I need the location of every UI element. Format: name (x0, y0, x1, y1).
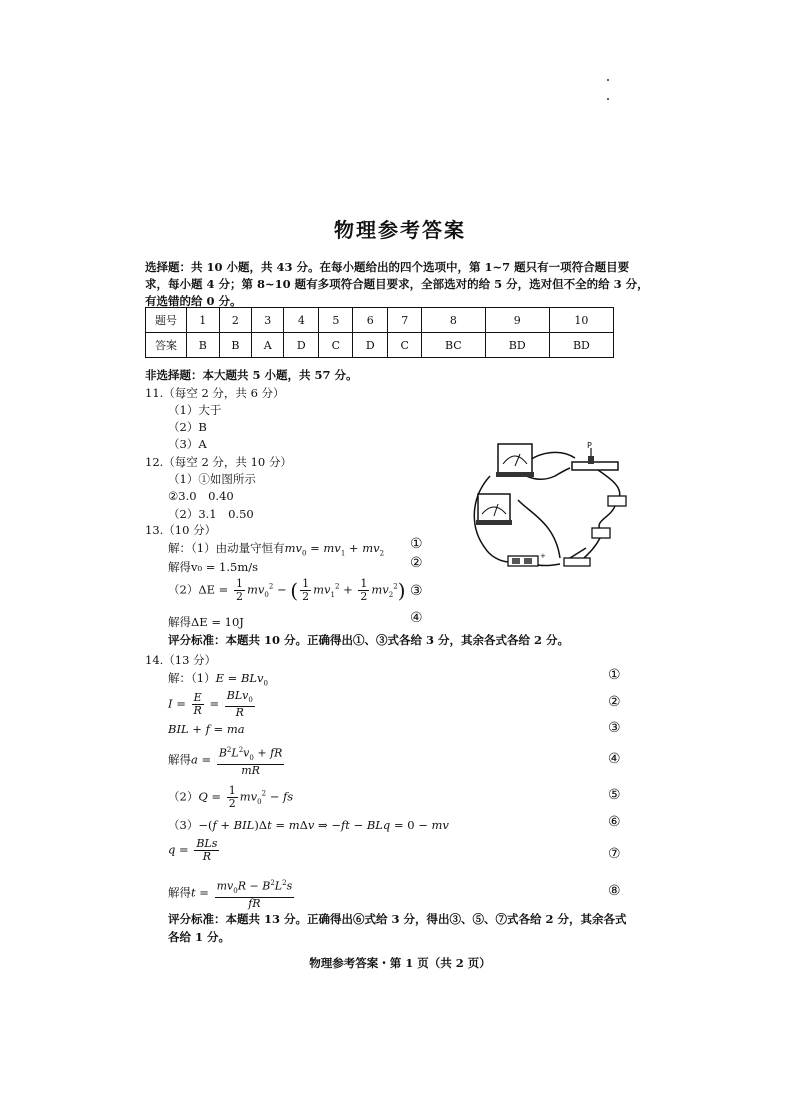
q14-head: 14.（13 分） (145, 653, 217, 667)
q14-mark-4: ④ (608, 751, 621, 767)
answer-table (145, 307, 614, 358)
q12-answer-2: ②3.0 0.40 (168, 489, 234, 503)
q14-mark-1: ① (608, 667, 621, 683)
q14-line-2: I = $\frac{E}{R}$ = $\frac{BLv_0}{R}$ (168, 689, 253, 720)
table-cell-answer: BD (549, 333, 613, 358)
q13-line-3-prefix: （2）ΔE = (168, 582, 229, 597)
intro-line-1: 选择题：共 10 小题，共 43 分。在每小题给出的四个选项中，第 1~7 题只有一项符合题目要 (145, 260, 630, 274)
dot-top (607, 79, 609, 81)
q13-line-4: 解得ΔE = 10J (168, 615, 244, 629)
intro-line-2: 求，每小题 4 分；第 8~10 题有多项符合题目要求，全部选对的给 5 分，选对但不全的给 3 分， (145, 277, 649, 291)
q11-head: 11.（每空 2 分，共 6 分） (145, 386, 285, 400)
q12-answer-1: （1）①如图所示 (168, 472, 256, 486)
q13-line-2: 解得v₀ = 1.5m/s (168, 560, 259, 574)
table-cell-number: 9 (485, 308, 549, 333)
table-cell-number: 3 (252, 308, 284, 333)
q14-line-5: （2）Q = $\frac{1}{2}$ $mv_0^2$ − fs (168, 784, 294, 810)
svg-text:+: + (540, 552, 546, 560)
q13-line-3: （2）ΔE = $\frac{1}{2}$ $mv_0^2$ − ( $\frac{1}{2}$ $mv_1^2$ + $\frac{1}{2}$ $mv_2^2$) (168, 577, 406, 603)
voltmeter-icon (476, 494, 512, 525)
table-cell-number: 6 (353, 308, 388, 333)
q14-scoring-2: 各给 1 分。 (168, 930, 231, 944)
table-cell-answer: A (252, 333, 284, 358)
q14-line-5-prefix: （2） (168, 789, 199, 804)
q14-line-8: 解得t = $\frac{mv_0R - B^2L^2s}{fR}$ (168, 879, 293, 910)
q13-mark-2: ② (410, 555, 423, 571)
q11-answer-2: （2）B (168, 420, 207, 434)
ammeter-icon (496, 444, 534, 477)
q13-mark-4: ④ (410, 610, 423, 626)
q13-head: 13.（10 分） (145, 523, 217, 537)
table-cell-number: 1 (187, 308, 220, 333)
page-footer: 物理参考答案・第 1 页（共 2 页） (309, 956, 491, 970)
table-row-answers (146, 333, 614, 358)
table-cell-answer: D (284, 333, 319, 358)
circuit-diagram (460, 438, 635, 578)
non-choice-heading: 非选择题：本大题共 5 小题，共 57 分。 (145, 368, 358, 382)
q14-line-4-prefix: 解得 (168, 752, 191, 767)
q12-head: 12.（每空 2 分，共 10 分） (145, 455, 292, 469)
q14-mark-6: ⑥ (608, 814, 621, 830)
table-cell-number: 7 (388, 308, 422, 333)
table-cell-answer: B (187, 333, 220, 358)
q14-line-8-prefix: 解得 (168, 885, 191, 900)
q11-answer-3: （3）A (168, 437, 207, 451)
q13-mark-1: ① (410, 536, 423, 552)
table-row-numbers (146, 308, 614, 333)
table-cell-answer: C (319, 333, 353, 358)
table-cell-number: 10 (549, 308, 613, 333)
table-header-label: 题号 (146, 308, 187, 333)
table-cell-number: 5 (319, 308, 353, 333)
q14-scoring-1: 评分标准：本题共 13 分。正确得出⑥式给 3 分，得出③、⑤、⑦式各给 2 分，其余各式 (168, 912, 627, 926)
q14-mark-8: ⑧ (608, 883, 621, 899)
table-cell-answer: B (219, 333, 252, 358)
table-cell-answer: BD (485, 333, 549, 358)
table-cell-number: 4 (284, 308, 319, 333)
q12-answer-3: （2）3.1 0.50 (168, 507, 254, 521)
svg-text:P: P (587, 441, 592, 450)
battery-icon (508, 552, 546, 566)
table-cell-number: 8 (422, 308, 485, 333)
q14-mark-5: ⑤ (608, 787, 621, 803)
q14-line-6: （3）−(f + BIL)Δt = mΔv ⇒ −ft − BLq = 0 − mv (168, 818, 449, 832)
q14-mark-3: ③ (608, 720, 621, 736)
table-cell-number: 2 (219, 308, 252, 333)
q14-line-4: 解得a = $\frac{B^2L^2v_0 + fR}{mR}$ (168, 746, 283, 777)
q14-line-7: q = $\frac{\text{BLs}}{R}$ (168, 837, 218, 863)
q11-answer-1: （1）大于 (168, 403, 222, 417)
q13-mark-3: ③ (410, 583, 423, 599)
q13-scoring: 评分标准：本题共 10 分。正确得出①、③式各给 3 分，其余各式各给 2 分。 (168, 633, 570, 647)
table-cell-answer: D (353, 333, 388, 358)
table-cell-answer: BC (422, 333, 485, 358)
q14-mark-7: ⑦ (608, 846, 621, 862)
q14-line-6-prefix: （3） (168, 818, 199, 832)
q14-line-1: 解：（1）E = BLv$_0$ (168, 671, 268, 688)
page-title: 物理参考答案 (334, 218, 466, 242)
resistor-icon (592, 496, 626, 538)
intro-line-3: 有选错的给 0 分。 (145, 294, 242, 308)
table-cell-answer: C (388, 333, 422, 358)
q14-line-3: BIL + f = ma (168, 722, 245, 736)
q14-mark-2: ② (608, 694, 621, 710)
q13-line-1-prefix: 解：（1）由动量守恒有 (168, 541, 285, 555)
dot-top-2 (607, 98, 609, 100)
rheostat-icon (572, 441, 618, 470)
q14-line-1-prefix: 解：（1） (168, 671, 216, 685)
q13-line-1: 解：（1）由动量守恒有$mv_0 = mv_1 + mv_2$ (168, 541, 385, 558)
table-answer-label: 答案 (146, 333, 187, 358)
